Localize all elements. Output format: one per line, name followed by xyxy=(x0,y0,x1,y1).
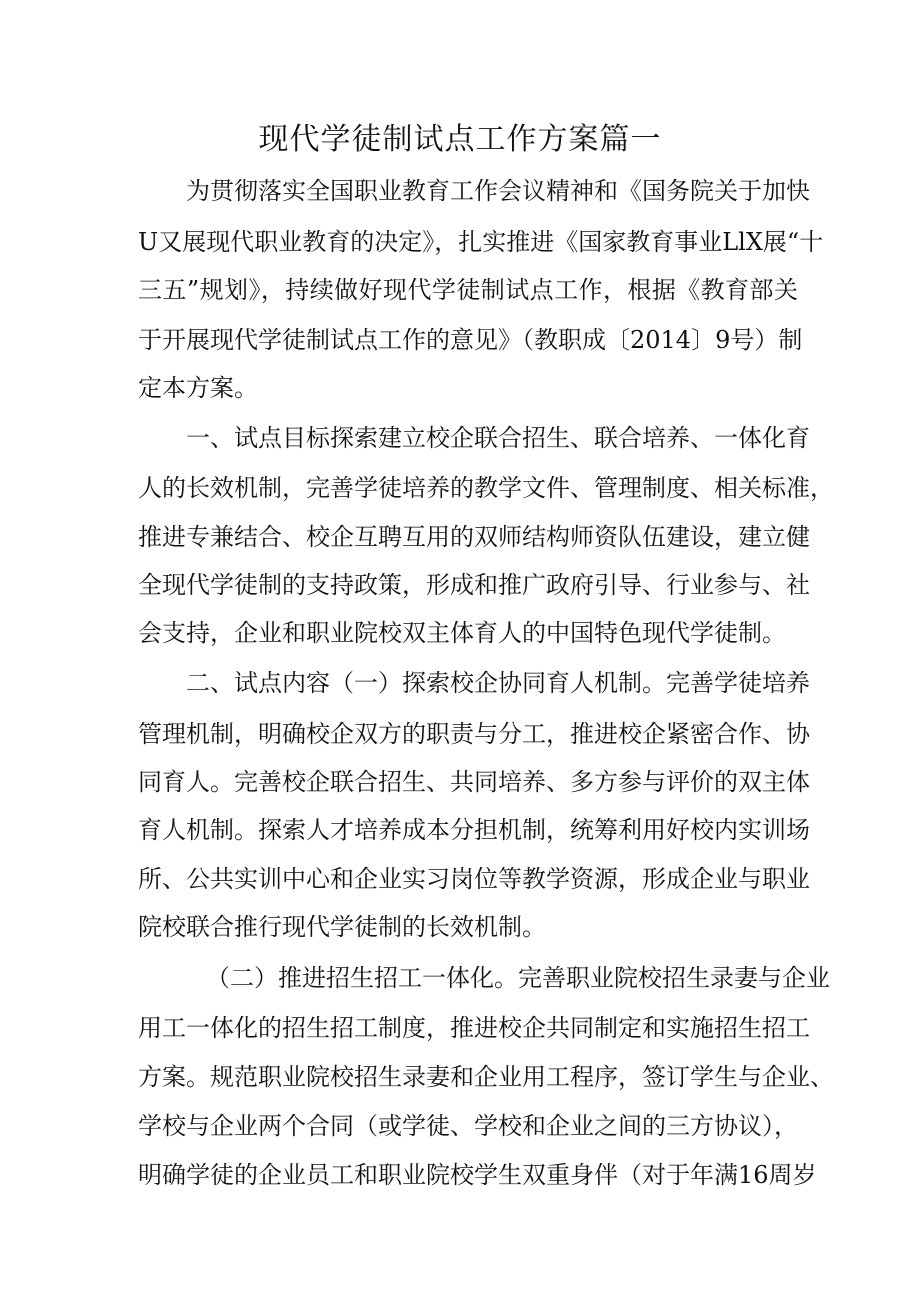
text-line: 育人机制。探索人才培养成本分担机制，统筹利用好校内实训场 xyxy=(138,816,810,844)
text-line: 推进专兼结合、校企互聘互用的双师结构师资队伍建设，建立健 xyxy=(138,523,810,551)
text-line: 院校联合推行现代学徒制的长效机制。 xyxy=(138,913,546,941)
text-line: 为贯彻落实全国职业教育工作会议精神和《国务院关于加快 xyxy=(186,177,810,205)
text-line: 学校与企业两个合同（或学徒、学校和企业之间的三方协议）， xyxy=(138,1112,798,1140)
text-line: 方案。规范职业院校招生录妻和企业用工程序，签订学生与企业、 xyxy=(138,1063,834,1091)
text-line: 会支持，企业和职业院校双主体育人的中国特色现代学徒制。 xyxy=(138,619,786,647)
text-line: 定本方案。 xyxy=(138,374,258,402)
text-line: 于开展现代学徒制试点工作的意见》（教职成〔2014〕9号）制 xyxy=(138,326,803,354)
text-line: 管理机制，明确校企双方的职责与分工，推进校企紧密合作、协 xyxy=(138,720,810,748)
text-line: 三五”规划》，持续做好现代学徒制试点工作，根据《教育部关 xyxy=(138,276,798,304)
text-line: U又展现代职业教育的决定》，扎实推进《国家教育事业LlX展“十 xyxy=(138,228,824,256)
text-line: 明确学徒的企业员工和职业院校学生双重身伴（对于年满16周岁 xyxy=(138,1161,817,1189)
text-line: （二）推进招生招工一体化。完善职业院校招生录妻与企业 xyxy=(206,964,830,992)
text-line: 用工一体化的招生招工制度，推进校企共同制定和实施招生招工 xyxy=(138,1014,810,1042)
page-title: 现代学徒制试点工作方案篇一 xyxy=(258,122,662,157)
text-line: 所、公共实训中心和企业实习岗位等教学资源，形成企业与职业 xyxy=(138,865,810,893)
text-line: 一、试点目标探索建立校企联合招生、联合培养、一体化育 xyxy=(186,424,810,452)
text-line: 同育人。完善校企联合招生、共同培养、多方参与评价的双主体 xyxy=(138,768,810,796)
text-line: 人的长效机制，完善学徒培养的教学文件、管理制度、相关标准， xyxy=(138,474,834,502)
text-line: 二、试点内容（一）探索校企协同育人机制。完善学徒培养 xyxy=(186,669,810,697)
text-line: 全现代学徒制的支持政策，形成和推广政府引导、行业参与、社 xyxy=(138,571,810,599)
